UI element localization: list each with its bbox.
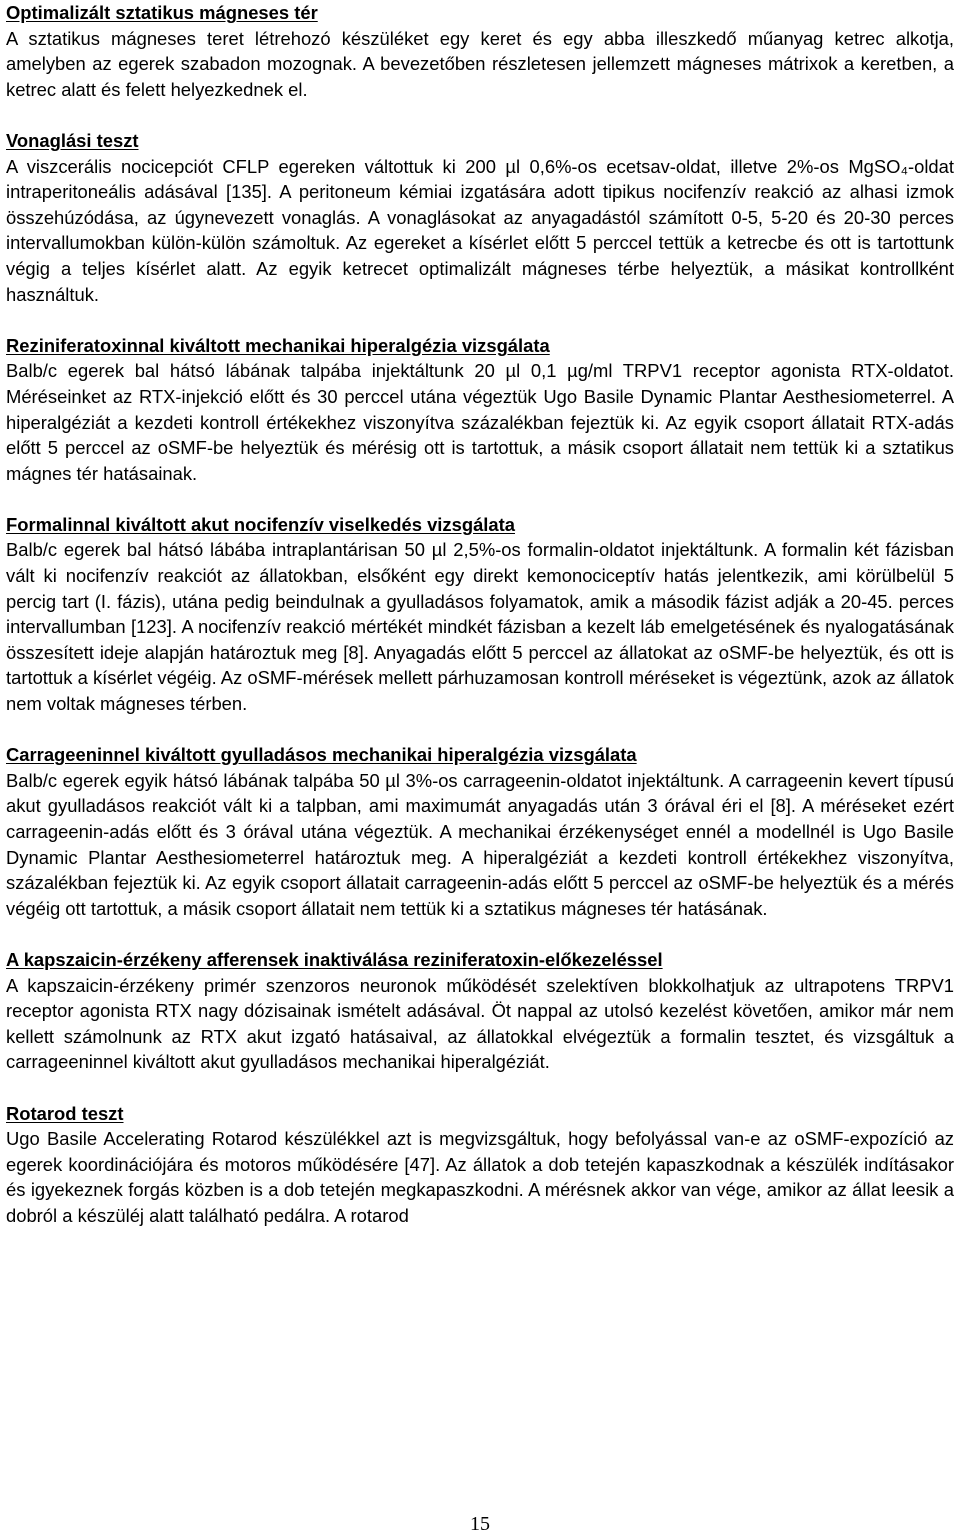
section-paragraph: A kapszaicin-érzékeny primér szenzoros neuronok működését szelektíven blokkolhatjuk az ultrapotens TRPV1 receptor agonista RTX nagy dózisainak ismételt adásával. Öt nappal az utolsó kezelést követően, amikor már nem kellett számolnunk az RTX akut izgató hatásaival, az állatokkal elvégeztük a formalin tesztet, és vizsgáltuk a carrageeninnel kiváltott akut gyulladásos mechanikai hiperalgéziát.	[6, 974, 954, 1073]
section-paragraph: Balb/c egerek bal hátsó lábába intraplantárisan 50 µl 2,5%-os formalin-oldatot injektáltunk. A formalin két fázisban vált ki nocifenzív reakciót az állatokban, elsőként egy direkt kemonociceptív hatás jelentkezik, ami körülbelül 5 percig tart (I. fázis), utána pedig beindulnak a gyulladásos folyamatok, amik a második fázist adják a 20-45. perces intervallumban [123]. A nocifenzív reakció mértékét mindkét fázisban a kezelt láb emelgetésének és nyalogatásának összesített ideje alapján határoztuk meg [8]. Anyagadás előtt 5 perccel az állatokat az oSMF-be helyeztük, és ott is tartottuk a kísérlet végéig. Az oSMF-mérések mellett párhuzamosan kontroll méréseket is végeztünk, azok az állatok nem voltak mágneses térben.	[6, 539, 954, 715]
section-heading: Reziniferatoxinnal kiváltott mechanikai hiperalgézia vizsgálata	[6, 334, 550, 356]
section-heading: Rotarod teszt	[6, 1102, 124, 1124]
section-capsaicin-afferent-inactivation	[6, 947, 954, 1075]
section-paragraph: Ugo Basile Accelerating Rotarod készülékkel azt is megvizsgáltuk, hogy befolyással van-e az oSMF-expozíció az egerek koordinációjára és motoros működésére [47]. Az állatok a dob tetején kapaszkodnak a készülék indításakor és igyekeznek forgás közben is a dob tetején megkapaszkodni. A mérésnek akkor van vége, amikor az állat leesik a dobról a készüléj alatt található pedálra. A rotarod	[6, 1128, 954, 1226]
section-paragraph: Balb/c egerek bal hátsó lábának talpába injektáltunk 20 µl 0,1 µg/ml TRPV1 receptor agonista RTX-oldatot. Méréseinket az RTX-injekció előtt és 30 perccel utána végeztük Ugo Basile Dynamic Plantar Aesthesiometerrel. A hiperalgéziát a kezdeti kontroll értékekhez viszonyítva százalékban fejeztük ki. Az egyik csoport állatait RTX-adás előtt 5 perccel az oSMF-be helyeztük és mérésig ott is tartottuk, a másik csoport állatait nem tettük ki a sztatikus mágnes tér hatásainak.	[6, 360, 954, 484]
section-heading: Optimalizált sztatikus mágneses tér	[6, 2, 318, 23]
section-writhing-test	[6, 128, 954, 307]
section-paragraph: Balb/c egerek egyik hátsó lábának talpába 50 µl 3%-os carrageenin-oldatot injektáltunk. A carrageenin kevert típusú akut gyulladásos reakciót vált ki a talpban, ami maximumát anyagadás után 3 órával éri el [8]. A méréseket ezért carrageenin-adás előtt és 3 órával utána végeztük. A mechanikai érzékenységet ennél a modellnél is Ugo Basile Dynamic Plantar Aesthesiometerrel határoztuk meg. A hiperalgéziát a kezdeti kontroll értékekhez viszonyítva, százalékban fejeztük ki. Az egyik csoport állatait carrageenin-adás előtt 5 perccel az oSMF-be helyeztük és a mérés végéig ott tartottuk, a másik csoport állatait nem tettük ki a sztatikus mágneses tér hatásának.	[6, 769, 954, 919]
section-heading: Formalinnal kiváltott akut nocifenzív viselkedés vizsgálata	[6, 513, 515, 535]
section-static-magnetic-field	[6, 0, 954, 102]
section-formalin-test	[6, 512, 954, 717]
section-heading: Carrageeninnel kiváltott gyulladásos mechanikai hiperalgézia vizsgálata	[6, 744, 637, 766]
document-page	[6, 0, 954, 1229]
section-paragraph: A viszcerális nocicepciót CFLP egereken váltottuk ki 200 µl 0,6%-os ecetsav-oldat, illetve 2%-os MgSO₄-oldat intraperitoneális adásával [135]. A peritoneum kémiai izgatására adott tipikus nocifenzív reakció az alhasi izmok összehúzódása, az úgynevezett vonaglás. A vonaglásokat az anyagadástól számított 0-5, 5-20 és 20-30 perces intervallumokban külön-külön számoltuk. Az egereket a kísérlet előtt 5 perccel tettük a ketrecbe és ott is tartottunk végig a teljes kísérlet alatt. Az egyik ketrecet optimalizált mágneses térbe helyeztük, a másikat kontrollként használtuk.	[6, 155, 954, 305]
section-paragraph: A sztatikus mágneses teret létrehozó készüléket egy keret és egy abba illeszkedő műanyag ketrec alkotja, amelyben az egerek szabadon mozognak. A bevezetőben részletesen jellemzett mágneses mátrixok a keretben, a ketrec alatt és felett helyezkednek el.	[6, 27, 954, 100]
section-carrageenin-hyperalgesia	[6, 742, 954, 921]
section-rtx-hyperalgesia	[6, 333, 954, 487]
section-heading: A kapszaicin-érzékeny afferensek inaktiválása reziniferatoxin-előkezeléssel	[6, 948, 663, 970]
section-rotarod-test	[6, 1101, 954, 1229]
page-number: 15	[470, 1513, 490, 1535]
section-heading: Vonaglási teszt	[6, 129, 139, 151]
